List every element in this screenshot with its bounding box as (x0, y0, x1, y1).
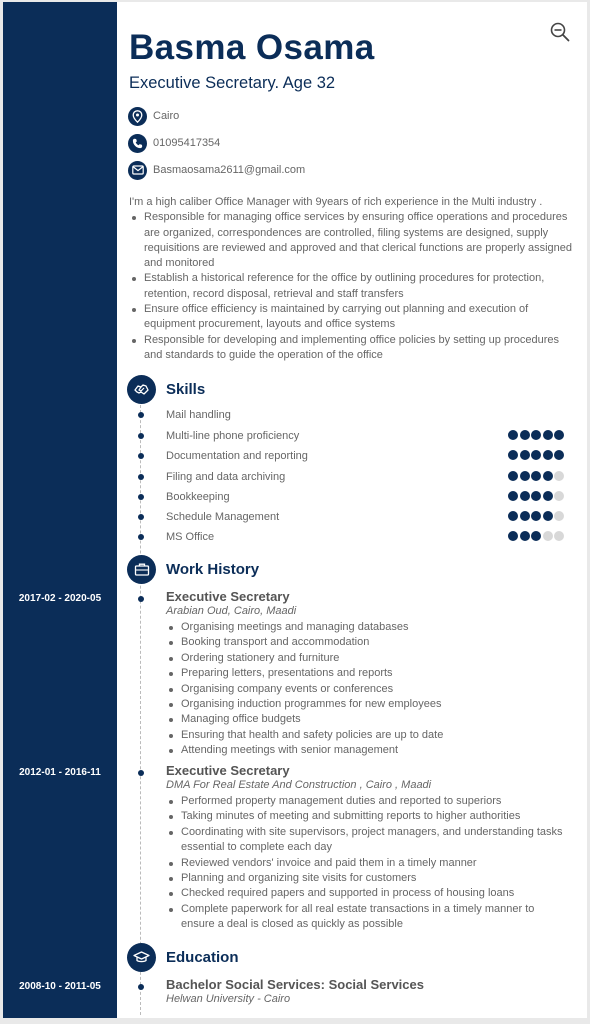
summary-point: Responsible for developing and implementing office policies by setting up procedures and standards to guide the operation of the office (129, 333, 575, 364)
handshake-icon (127, 375, 156, 404)
rating-dot (554, 450, 564, 460)
rating-dot (554, 531, 564, 541)
job-duties (166, 794, 571, 933)
skill-name: Schedule Management (166, 511, 280, 523)
rating-dot (531, 491, 541, 501)
timeline-dot (138, 494, 144, 500)
skill-rating (508, 450, 564, 460)
timeline-dot (138, 412, 144, 418)
timeline-dot (138, 474, 144, 480)
resume-page (3, 2, 587, 1018)
duty-item: Managing office budgets (166, 712, 571, 727)
skill-name: Documentation and reporting (166, 450, 308, 462)
phone-icon (128, 134, 147, 153)
summary-intro: I'm a high caliber Office Manager with 9years of rich experience in the Multi industry . (129, 196, 543, 208)
timeline-dot (138, 453, 144, 459)
skill-name: Mail handling (166, 409, 231, 421)
timeline-line (140, 395, 141, 1015)
email-text: Basmaosama2611@gmail.com (153, 164, 306, 176)
summary (129, 195, 575, 363)
duty-item: Booking transport and accommodation (166, 635, 571, 650)
education-dates: 2008-10 - 2011-05 (19, 981, 101, 992)
summary-point: Establish a historical reference for the office by outlining procedures for protection, retention, record disposal, retrieval and staff transfers (129, 271, 575, 302)
work-history-heading: Work History (166, 561, 260, 578)
rating-dot (543, 511, 553, 521)
rating-dot (531, 471, 541, 481)
candidate-name: Basma Osama (129, 28, 375, 67)
rating-dot (520, 430, 530, 440)
skill-name: Bookkeeping (166, 491, 230, 503)
job-dates: 2017-02 - 2020-05 (18, 593, 102, 604)
rating-dot (543, 450, 553, 460)
skill-name: Filing and data archiving (166, 471, 286, 483)
duty-item: Organising company events or conferences (166, 682, 571, 697)
skill-rating (508, 471, 564, 481)
graduation-cap-icon (127, 943, 156, 972)
rating-dot (531, 531, 541, 541)
rating-dot (554, 430, 564, 440)
duty-item: Ordering stationery and furniture (166, 651, 571, 666)
sidebar (3, 2, 117, 1018)
timeline-dot (138, 984, 144, 990)
duty-item: Organising induction programmes for new employees (166, 697, 571, 712)
rating-dot (508, 430, 518, 440)
duty-item: Performed property management duties and reported to superiors (166, 794, 571, 809)
job-title: Executive Secretary (166, 589, 290, 604)
rating-dot (543, 430, 553, 440)
rating-dot (543, 471, 553, 481)
rating-dot (554, 511, 564, 521)
skill-name: Multi-line phone proficiency (166, 430, 300, 442)
rating-dot (508, 450, 518, 460)
duty-item: Organising meetings and managing databases (166, 620, 571, 635)
rating-dot (520, 531, 530, 541)
job-dates: 2012-01 - 2016-11 (19, 767, 101, 778)
rating-dot (520, 450, 530, 460)
zoom-out-icon[interactable] (549, 21, 571, 43)
skill-rating (508, 511, 564, 521)
job-company: Arabian Oud, Cairo, Maadi (166, 605, 297, 617)
skill-rating (508, 531, 564, 541)
rating-dot (508, 491, 518, 501)
job-title: Executive Secretary (166, 763, 290, 778)
duty-item: Coordinating with site supervisors, project managers, and understanding tasks essential to complete each day (166, 825, 571, 856)
candidate-title: Executive Secretary. Age 32 (129, 74, 336, 92)
job-company: DMA For Real Estate And Construction , Cairo , Maadi (166, 779, 432, 791)
rating-dot (508, 471, 518, 481)
rating-dot (520, 471, 530, 481)
education-heading: Education (166, 949, 239, 966)
duty-item: Ensuring that health and safety policies are up to date (166, 728, 571, 743)
timeline-dot (138, 433, 144, 439)
contact-location (128, 106, 179, 126)
duty-item: Attending meetings with senior management (166, 743, 571, 758)
mail-icon (128, 161, 147, 180)
rating-dot (554, 471, 564, 481)
rating-dot (520, 491, 530, 501)
skill-rating (508, 491, 564, 501)
timeline-dot (138, 514, 144, 520)
map-pin-icon (128, 107, 147, 126)
duty-item: Taking minutes of meeting and submitting reports to higher authorities (166, 809, 571, 824)
timeline-dot (138, 596, 144, 602)
job-duties (166, 620, 571, 759)
skills-heading: Skills (166, 381, 206, 398)
rating-dot (531, 430, 541, 440)
contact-email (128, 160, 305, 180)
duty-item: Complete paperwork for all real estate transactions in a timely manner to ensure a deal is closed as quickly as possible (166, 902, 571, 933)
skill-rating (508, 430, 564, 440)
rating-dot (531, 450, 541, 460)
rating-dot (520, 511, 530, 521)
timeline-dot (138, 770, 144, 776)
education-degree: Bachelor Social Services: Social Services (166, 977, 424, 992)
location-text: Cairo (153, 110, 180, 122)
timeline-dot (138, 534, 144, 540)
rating-dot (508, 511, 518, 521)
duty-item: Preparing letters, presentations and reports (166, 666, 571, 681)
phone-text: 01095417354 (153, 137, 221, 149)
contact-phone (128, 133, 220, 153)
rating-dot (508, 531, 518, 541)
rating-dot (543, 491, 553, 501)
rating-dot (543, 531, 553, 541)
summary-points (129, 210, 575, 363)
rating-dot (531, 511, 541, 521)
duty-item: Planning and organizing site visits for customers (166, 871, 571, 886)
rating-dot (554, 491, 564, 501)
education-school: Helwan University - Cairo (166, 993, 291, 1005)
summary-point: Responsible for managing office services by ensuring office operations and procedures are organized, correspondences are controlled, filing systems are designed, supply requisitions are reviewed and approved and that clerical functions are properly assigned and monitored (129, 210, 575, 271)
skill-name: MS Office (166, 531, 215, 543)
summary-point: Ensure office efficiency is maintained by carrying out planning and execution of equipment procurement, layouts and office systems (129, 302, 575, 333)
duty-item: Checked required papers and supported in process of housing loans (166, 886, 571, 901)
briefcase-icon (127, 555, 156, 584)
duty-item: Reviewed vendors' invoice and paid them in a timely manner (166, 856, 571, 871)
